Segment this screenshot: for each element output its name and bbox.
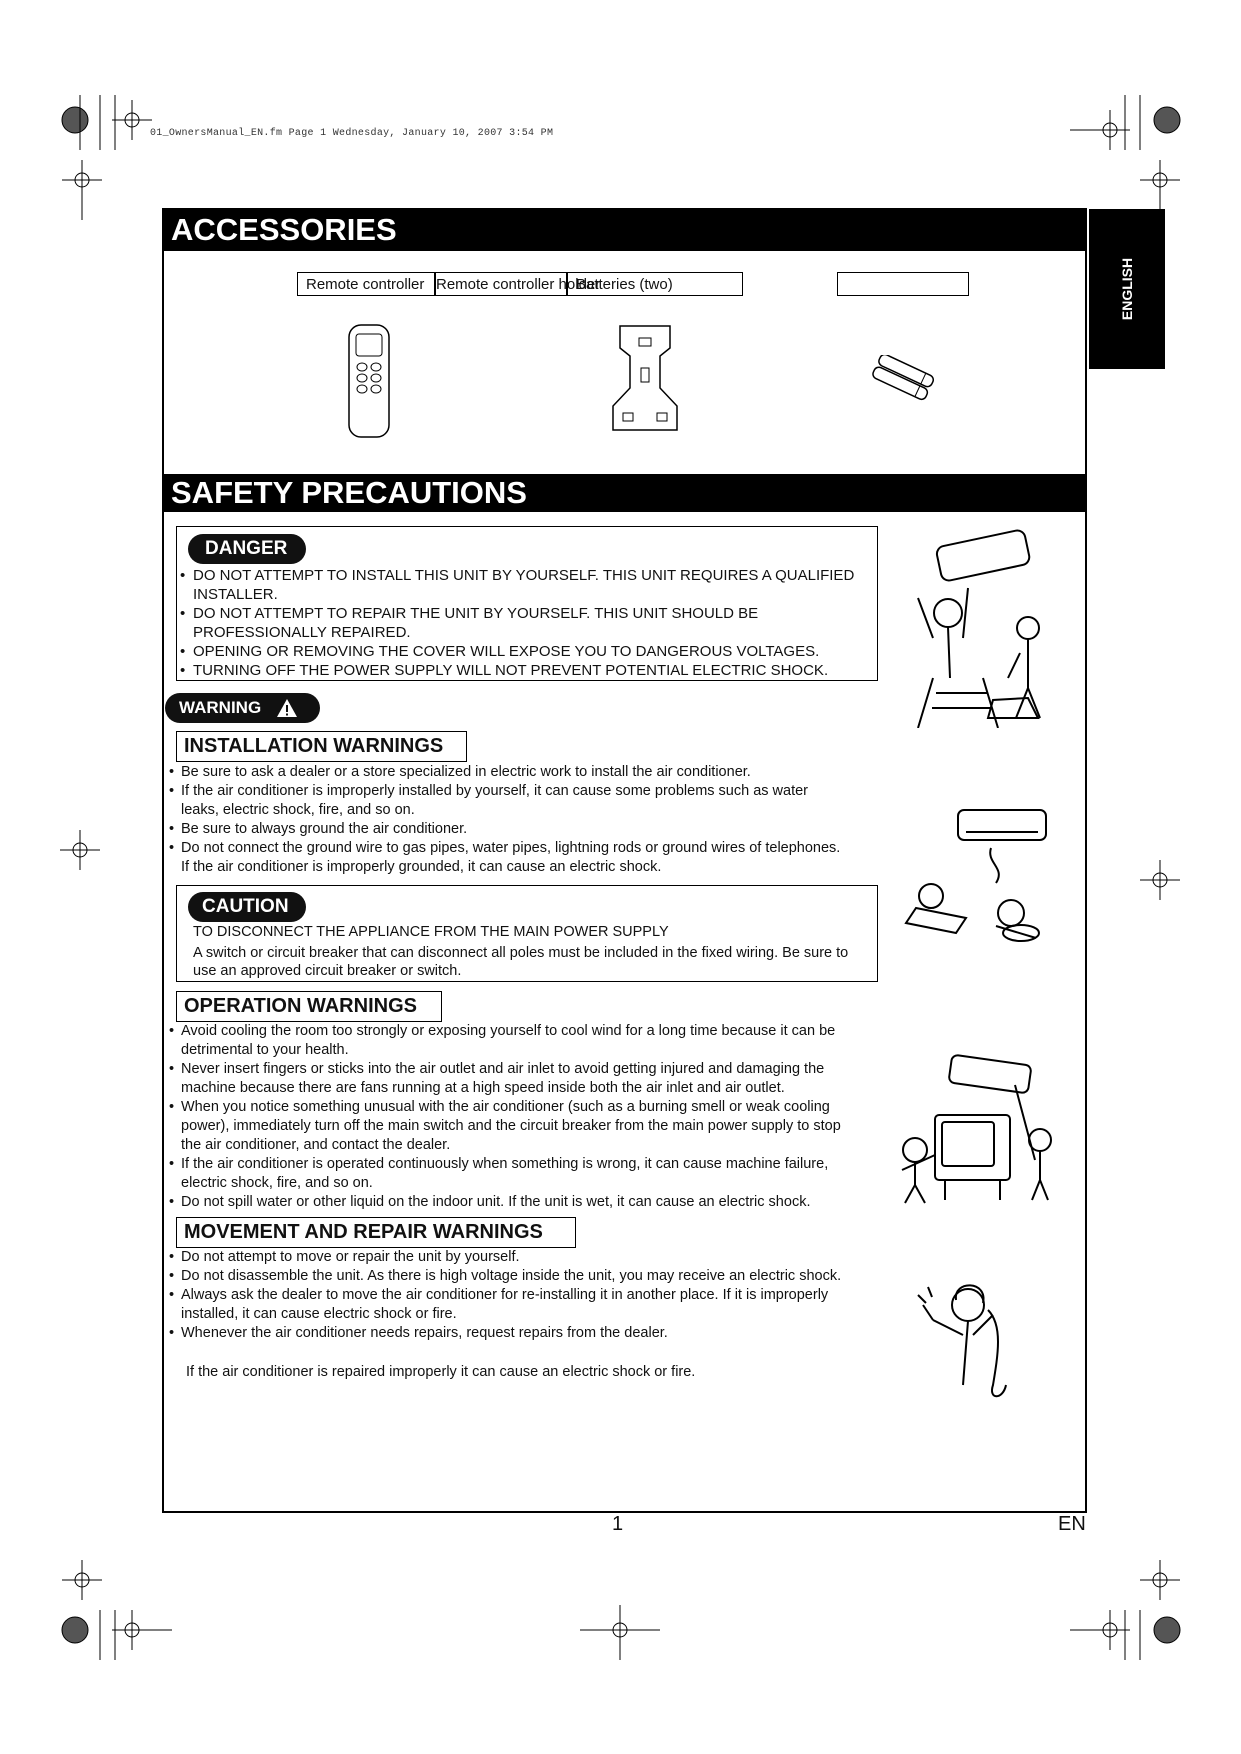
- movement-item: • Do not disassemble the unit. As there is high voltage inside the unit, you may receive an electric shock.: [169, 1267, 862, 1286]
- operation-item: • If the air conditioner is operated continuously when something is wrong, it can cause machine failure, electric shock, fire, and so on.: [169, 1155, 862, 1193]
- language-code: EN: [1058, 1513, 1086, 1535]
- safety-precautions-heading: SAFETY PRECAUTIONS: [163, 474, 1086, 512]
- remote-controller-holder-icon: [605, 318, 685, 440]
- operation-item: • Avoid cooling the room too strongly or exposing yourself to cool wind for a long time because it can be detrimental to your health.: [169, 1022, 862, 1060]
- operation-item: • When you notice something unusual with the air conditioner (such as a burning smell or weak cooling power), immediately turn off the main switch and the circuit breaker from the main power supply to stop the air conditioner, and contact the dealer.: [169, 1098, 862, 1155]
- caution-heading: TO DISCONNECT THE APPLIANCE FROM THE MAIN POWER SUPPLY: [193, 924, 669, 940]
- warning-badge: [165, 693, 320, 723]
- warning-triangle-icon: [276, 698, 298, 718]
- movement-note: If the air conditioner is repaired improperly it can cause an electric shock or fire.: [186, 1364, 696, 1380]
- danger-item: • TURNING OFF THE POWER SUPPLY WILL NOT PREVENT POTENTIAL ELECTRIC SHOCK.: [180, 661, 870, 680]
- installation-item: • Do not connect the ground wire to gas pipes, water pipes, lightning rods or ground wires of telephones. If the air conditioner is improperly grounded, it can cause an electric shock.: [169, 839, 849, 877]
- operation-item: • Do not spill water or other liquid on the indoor unit. If the unit is wet, it can cause an electric shock.: [169, 1193, 862, 1212]
- file-info: 01_OwnersManual_EN.fm Page 1 Wednesday, January 10, 2007 3:54 PM: [150, 128, 554, 139]
- accessory-label-remote: Remote controller: [297, 272, 435, 296]
- danger-item: • OPENING OR REMOVING THE COVER WILL EXPOSE YOU TO DANGEROUS VOLTAGES.: [180, 642, 870, 661]
- movement-item: • Always ask the dealer to move the air conditioner for re-installing it in another place. If it is improperly installed, it can cause electric shock or fire.: [169, 1286, 862, 1324]
- caution-text: A switch or circuit breaker that can disconnect all poles must be included in the fixed wiring. Be sure to use an approved circuit breaker or switch.: [193, 945, 849, 979]
- movement-item: • Do not attempt to move or repair the unit by yourself.: [169, 1248, 862, 1267]
- remote-controller-icon: [345, 322, 395, 442]
- tv-air-conditioner-illustration: [890, 1045, 1060, 1205]
- danger-item: • DO NOT ATTEMPT TO INSTALL THIS UNIT BY YOURSELF. THIS UNIT REQUIRES A QUALIFIED INSTALLER.: [180, 566, 870, 604]
- danger-badge: DANGER: [188, 534, 306, 564]
- movement-repair-warnings-heading: MOVEMENT AND REPAIR WARNINGS: [176, 1217, 576, 1248]
- batteries-icon: [865, 355, 945, 405]
- installer-on-ladder-illustration: [888, 528, 1068, 728]
- installation-list: [169, 763, 849, 877]
- accessory-label-batteries: Batteries (two): [567, 272, 743, 296]
- person-on-phone-illustration: [908, 1275, 1018, 1405]
- warning-badge-label: WARNING: [179, 698, 262, 717]
- accessories-heading: ACCESSORIES: [163, 209, 1086, 251]
- installation-item: • Be sure to ask a dealer or a store specialized in electric work to install the air conditioner.: [169, 763, 849, 782]
- installation-item: • If the air conditioner is improperly installed by yourself, it can cause some problems such as water leaks, electric shock, fire, and so on.: [169, 782, 849, 820]
- air-conditioner-children-illustration: [896, 808, 1056, 948]
- language-tab: ENGLISH: [1089, 209, 1165, 369]
- movement-list: [169, 1248, 862, 1343]
- accessory-label-empty: [837, 272, 969, 296]
- operation-list: [169, 1022, 862, 1212]
- operation-warnings-heading: OPERATION WARNINGS: [176, 991, 442, 1022]
- caution-badge: CAUTION: [188, 892, 306, 922]
- movement-item: • Whenever the air conditioner needs repairs, request repairs from the dealer.: [169, 1324, 862, 1343]
- danger-list: [180, 566, 870, 680]
- installation-warnings-heading: INSTALLATION WARNINGS: [176, 731, 467, 762]
- page-number: 1: [612, 1513, 624, 1535]
- danger-item: • DO NOT ATTEMPT TO REPAIR THE UNIT BY YOURSELF. THIS UNIT SHOULD BE PROFESSIONALLY REPAIRED.: [180, 604, 870, 642]
- operation-item: • Never insert fingers or sticks into the air outlet and air inlet to avoid getting injured and damaging the machine because there are fans running at a high speed inside both the air inlet and air outlet.: [169, 1060, 862, 1098]
- accessory-label-holder: Remote controller holder: [435, 272, 567, 296]
- installation-item: • Be sure to always ground the air conditioner.: [169, 820, 849, 839]
